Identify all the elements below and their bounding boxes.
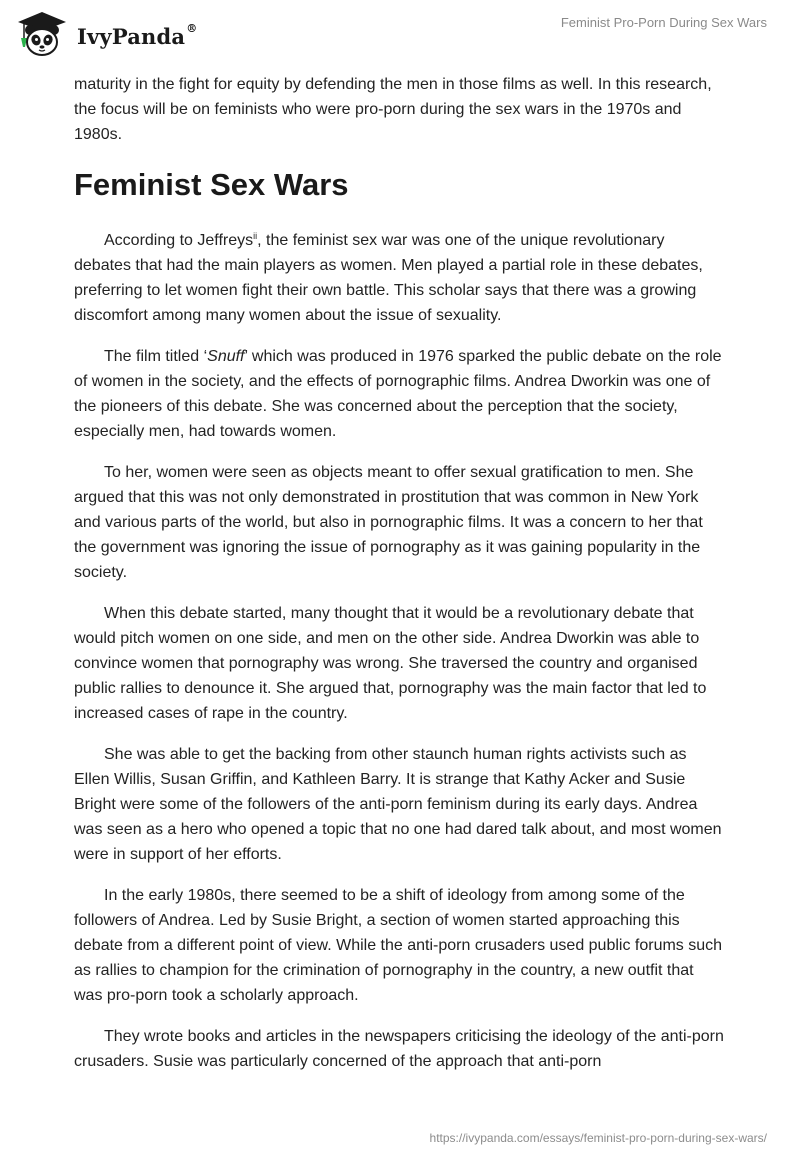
section-heading: Feminist Sex Wars — [74, 167, 349, 202]
source-url[interactable]: https://ivypanda.com/essays/feminist-pro-porn-during-sex-wars/ — [429, 1131, 767, 1145]
panda-graduate-icon — [14, 8, 70, 58]
document-title: Feminist Pro-Porn During Sex Wars — [560, 15, 767, 30]
brand-name: IvyPanda® — [77, 22, 198, 49]
paragraph-4: When this debate started, many thought that it would be a revolutionary debate that would pitch women on one side, and men on the other side. Andrea Dworkin was able to convince women that pornography was wrong. She traversed the country and organised public rallies to denounce it. She argued that, pornography was the main factor that led to increased cases of rape in the country. — [74, 605, 707, 722]
paragraph-5: She was able to get the backing from other staunch human rights activists such as Ellen Willis, Susan Griffin, and Kathleen Barry. It is strange that Kathy Acker and Susie Bright were some of the followers of the anti-porn feminism during its early days. Andrea was seen as a hero who opened a topic that no one had dared talk about, and most women were in support of her efforts. — [74, 746, 722, 863]
film-title: Snuff — [207, 348, 245, 365]
intro-paragraph: maturity in the fight for equity by defending the men in those films as well. In this research, the focus will be on feminists who were pro-porn during the sex wars in the 1970s and 1980s. — [74, 76, 712, 143]
paragraph-2: The film titled ‘Snuff’ which was produced in 1976 sparked the public debate on the role of women in the society, and the effects of pornographic films. Andrea Dworkin was one of the pioneers of this debate. She was concerned about the perception that the society, especially men, had towards women. — [74, 348, 722, 440]
ivypanda-logo[interactable] — [14, 8, 244, 58]
paragraph-1: According to Jeffreys$^{ii}$, the feminist sex war was one of the unique revolutionary debates that had the main players as women. Men played a partial role in these debates, preferring to let women fight their own battle. This scholar says that there was a growing discomfort among many women about the issue of sexuality. — [74, 231, 703, 324]
paragraph-7: They wrote books and articles in the newspapers criticising the ideology of the anti-porn crusaders. Susie was particularly concerned of the approach that anti-porn — [74, 1028, 724, 1070]
footnote-ref[interactable]: ii — [253, 231, 258, 241]
paragraph-3: To her, women were seen as objects meant to offer sexual gratification to men. She argued that this was not only demonstrated in prostitution that was common in New York and various parts of the world, but also in pornographic films. It was a concern to her that the government was ignoring the issue of pornography as it was gaining popularity in the society. — [74, 464, 703, 581]
essay-body — [74, 72, 724, 1090]
page-header — [0, 0, 800, 70]
paragraph-6: In the early 1980s, there seemed to be a shift of ideology from among some of the followers of Andrea. Led by Susie Bright, a section of women started approaching this debate from a different point of view. While the anti-porn crusaders used public forums such as rallies to champion for the crimination of pornography in the country, a new outfit that was pro-porn took a scholarly approach. — [74, 887, 723, 1004]
